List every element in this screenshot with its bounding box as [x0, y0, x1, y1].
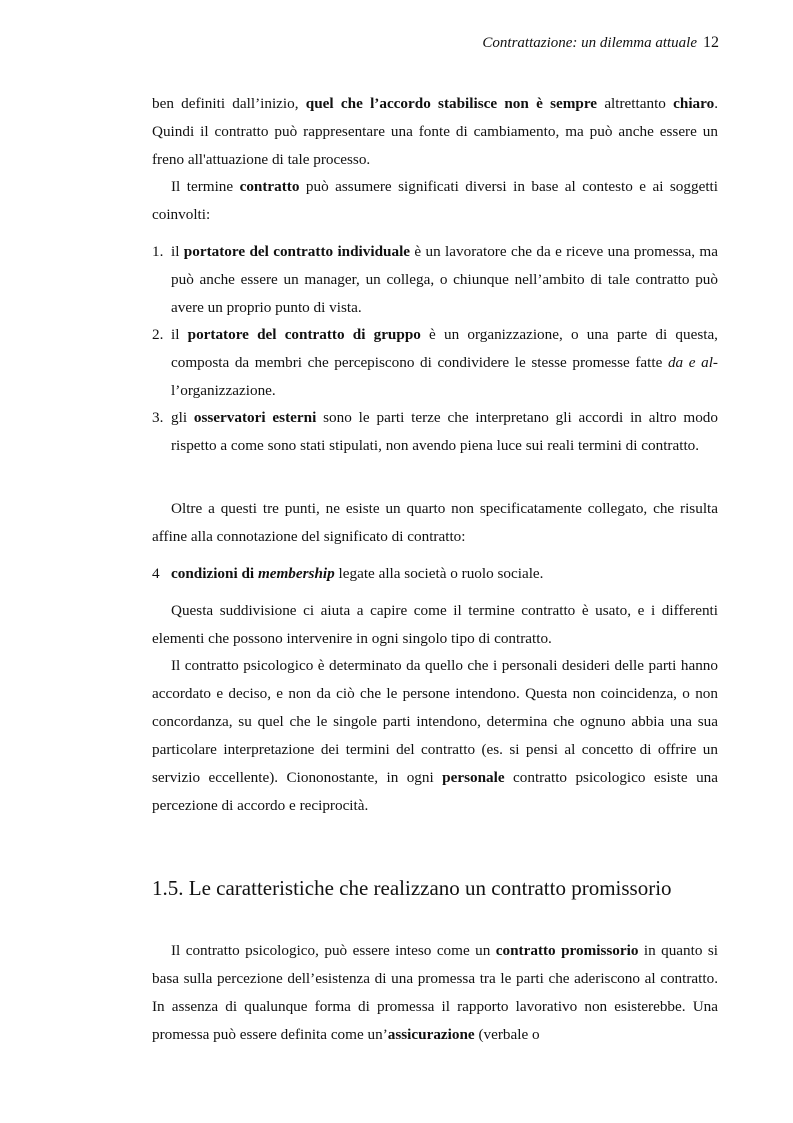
list-bold: osservatori esterni [193, 409, 317, 426]
list-number: 4 [152, 565, 160, 582]
p1-text-3: . Quindi il contratto può rappresentare una fonte di cambiamento, ma può anche essere un freno all'attuazione di tale processo. [152, 95, 718, 168]
running-header [482, 34, 719, 52]
p2-text-2: può assumere significati diversi in base al contesto e ai soggetti coinvolti: [152, 178, 718, 223]
page-number: 12 [703, 34, 719, 51]
p1-text: ben definiti dall’inizio, [152, 95, 306, 112]
list-text-3: -l’organizzazione. [171, 354, 718, 399]
p2-bold: contratto [239, 178, 300, 195]
list-text: il [171, 243, 184, 260]
section-heading: 1.5. Le caratteristiche che realizzano un contratto promissorio [152, 876, 672, 900]
list-text-2: sono le parti terze che interpretano gli accordi in altro modo rispetto a come sono stati stipulati, non avendo piena luce sui reali termini di contratto. [171, 409, 718, 454]
header-title: Contrattazione: un dilemma attuale [482, 35, 697, 51]
list-number: 2. [152, 326, 164, 343]
p5-text: Il contratto psicologico è determinato da quello che i personali desideri delle parti hanno accordato e deciso, e non da ciò che le persone intendono. Questa non coincidenza, o non concordanza, su quel che le singole parti intendono, determina che ognuno abbia una sua particolare interpretazione dei termini del contratto (es. si pensi al concetto di offrire un servizio eccellente). Ciononostante, in ogni [152, 657, 718, 786]
list-item-3 [152, 404, 718, 460]
p6-text-3: (verbale o [474, 1026, 540, 1043]
list-text: il [171, 326, 188, 343]
p5-text-2: contratto psicologico esiste una percezione di accordo e reciprocità. [152, 769, 718, 814]
p6-bold-2: assicurazione [387, 1026, 475, 1043]
list-italic: da e al [667, 354, 713, 371]
list-item-2 [152, 321, 718, 405]
p6-text: Il contratto psicologico, può essere inteso come un [171, 942, 496, 959]
list-text-2: è un organizzazione, o una parte di questa, composta da membri che percepiscono di condividere le stesse promesse fatte [171, 326, 718, 371]
list-item-1 [152, 238, 718, 322]
paragraph-5 [152, 652, 718, 820]
paragraph-4: Questa suddivisione ci aiuta a capire come il termine contratto è usato, e i differenti elementi che possono intervenire in ogni singolo tipo di contratto. [152, 602, 718, 647]
list-bold: portatore del contratto di gruppo [187, 326, 421, 343]
list-number: 3. [152, 409, 164, 426]
p6-bold: contratto promissorio [495, 942, 639, 959]
list-text: gli [171, 409, 194, 426]
list-number: 1. [152, 243, 164, 260]
list-item-4 [152, 560, 718, 588]
p6-text-2: in quanto si basa sulla percezione dell’esistenza di una promessa tra le parti che aderiscono al contratto. In assenza di qualunque forma di promessa il rapporto lavorativo non esisterebbe. Una promessa può essere definita come un’ [152, 942, 719, 1043]
list-text-2: è un lavoratore che da e riceve una promessa, ma può anche essere un manager, un collega, o chiunque nell’ambito di tale contratto può avere un proprio punto di vista. [171, 243, 718, 316]
list-bold: condizioni di [171, 565, 258, 582]
p2-text: Il termine [171, 178, 240, 195]
p1-bold-2: chiaro [673, 95, 715, 112]
list-bold-italic: membership [257, 565, 335, 582]
paragraph-2 [152, 173, 718, 229]
paragraph-1 [152, 90, 718, 174]
p1-bold: quel che l’accordo stabilisce non è sempre [305, 95, 598, 112]
paragraph-6 [152, 937, 718, 1049]
paragraph-3: Oltre a questi tre punti, ne esiste un quarto non specificatamente collegato, che risulta affine alla connotazione del significato di contratto: [152, 500, 718, 545]
p1-text-2: altrettanto [597, 95, 674, 112]
list-text: legate alla società o ruolo sociale. [334, 565, 544, 582]
p5-bold: personale [442, 769, 505, 786]
list-bold: portatore del contratto individuale [183, 243, 411, 260]
